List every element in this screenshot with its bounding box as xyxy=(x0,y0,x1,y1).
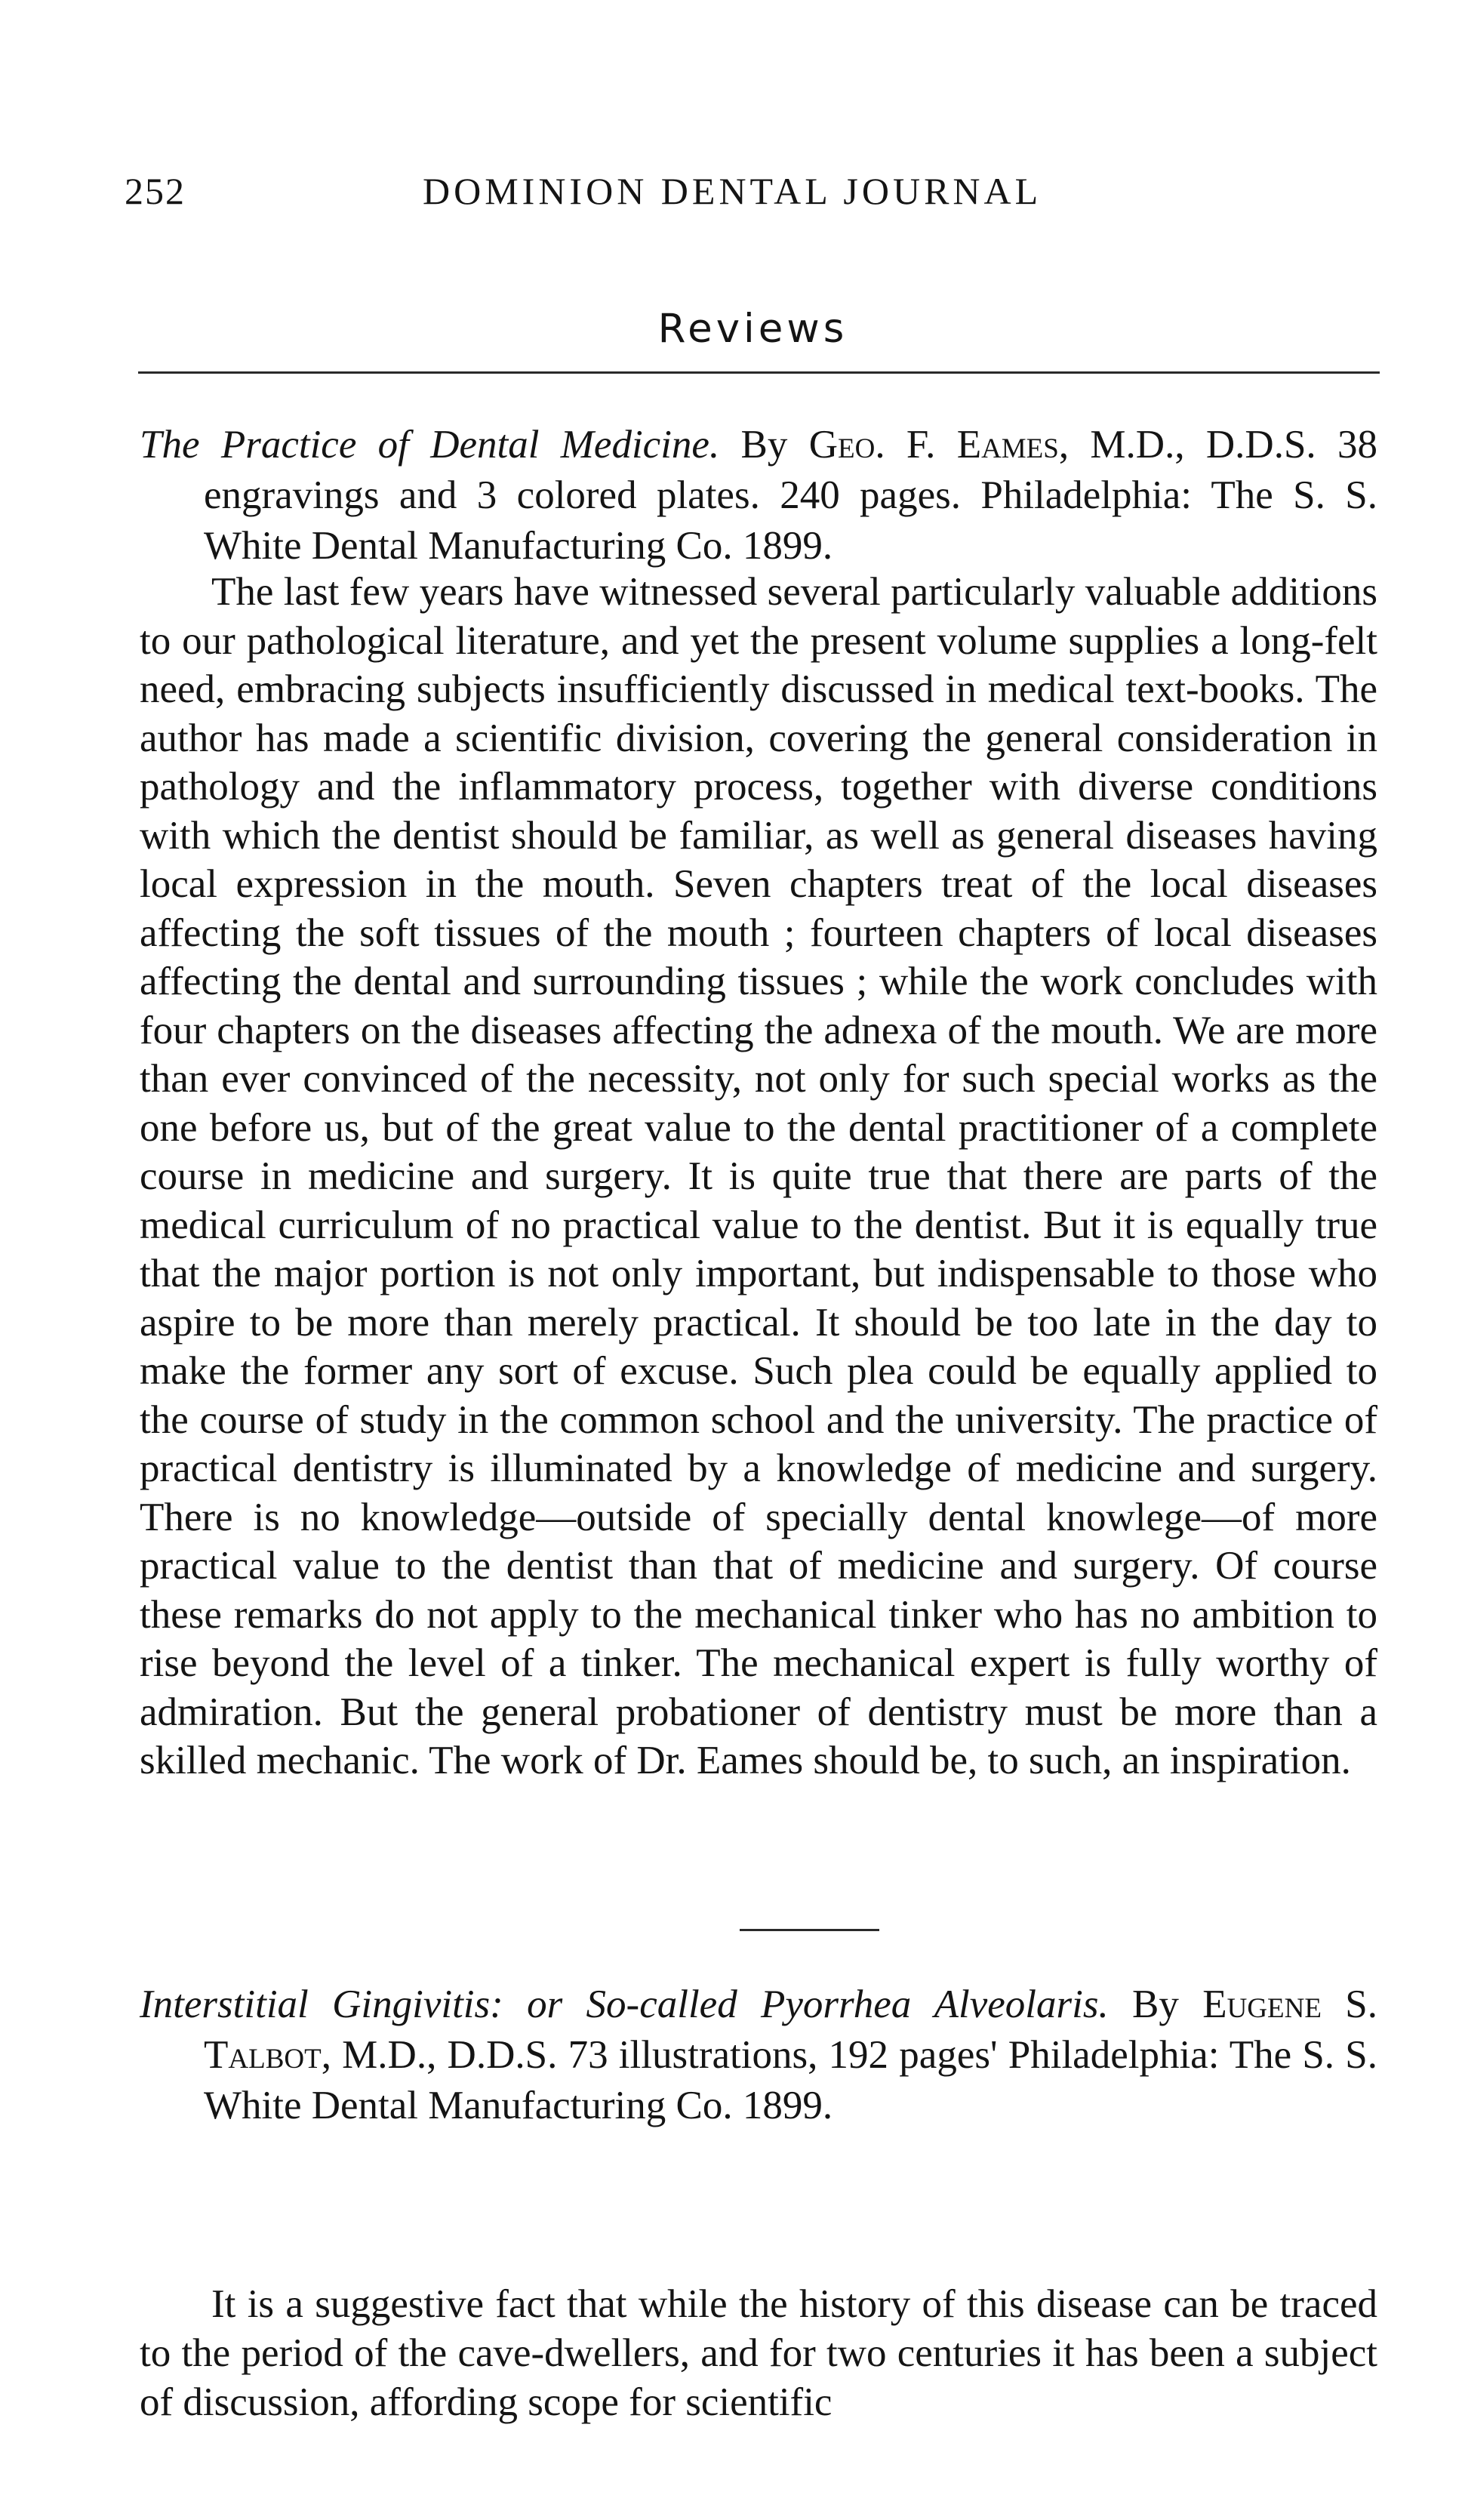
running-head xyxy=(125,169,1381,222)
review-divider xyxy=(740,1929,879,1931)
page-number: 252 xyxy=(125,170,186,212)
review-citation xyxy=(140,420,1377,571)
book-title: The Practice of Dental Medicine. xyxy=(140,423,720,467)
book-details: 73 illustrations, 192 pages' Philadelphia: The S. S. White Dental Manufacturing Co. 1899. xyxy=(204,2033,1377,2127)
review-text: The last few years have witnessed several particularly valuable additions to our pathological literature, and yet the present volume supplies a long-felt need, embracing subjects insufficiently discussed in medical text-books. The author has made a scientific division, covering the general consideration in pathology and the inflammatory process, together with diverse conditions with which the dentist should be familiar, as well as general diseases having local expression in the mouth. Seven chapters treat of the local diseases affecting the soft tissues of the mouth ; fourteen chapters of local diseases affecting the dental and surrounding tissues ; while the work concludes with four chapters on the diseases affecting the adnexa of the mouth. We are more than ever convinced of the necessity, not only for such special works as the one before us, but of the great value to the dental practitioner of a complete course in medicine and surgery. It is quite true that there are parts of the medical curriculum of no practical value to the dentist. But it is equally true that the major portion is not only important, but indispensable to those who aspire to be more than merely practical. It should be too late in the day to make the former any sort of excuse. Such plea could be equally applied to the course of study in the common school and the university. The practice of practical dentistry is illuminated by a knowledge of medicine and surgery. There is no knowledge—outside of specially dental knowlege—of more practical value to the dentist than that of medicine and surgery. Of course these remarks do not apply to the mechanical tinker who has no ambition to rise beyond the level of a tinker. The mechanical expert is fully worthy of admiration. But the general probationer of dentistry must be more than a skilled mechanic. The work of Dr. Eames should be, to such, an inspiration. xyxy=(140,570,1377,1782)
journal-page xyxy=(125,0,1381,2520)
book-author: Eugene S. Talbot, M.D., D.D.S. xyxy=(204,1982,1378,2077)
book-author: Geo. F. Eames, M.D., D.D.S. xyxy=(808,423,1316,467)
review-citation xyxy=(140,1979,1377,2131)
section-heading: Reviews xyxy=(657,306,848,352)
review-text: It is a suggestive fact that while the history of this disease can be traced to the period of the cave-dwellers, and for two centuries it has been a subject of discussion, affording scope for scientific xyxy=(140,2282,1377,2424)
section-divider xyxy=(138,371,1380,374)
book-details: 38 engravings and 3 colored plates. 240 pages. Philadelphia: The S. S. White Dental Manufacturing Co. 1899. xyxy=(204,423,1378,568)
by-label: By xyxy=(740,423,788,467)
journal-title: DOMINION DENTAL JOURNAL xyxy=(423,170,1042,212)
by-label: By xyxy=(1132,1982,1179,2026)
book-title: Interstitial Gingivitis: or So-called Pyorrhea Alveolaris. xyxy=(140,1982,1109,2026)
